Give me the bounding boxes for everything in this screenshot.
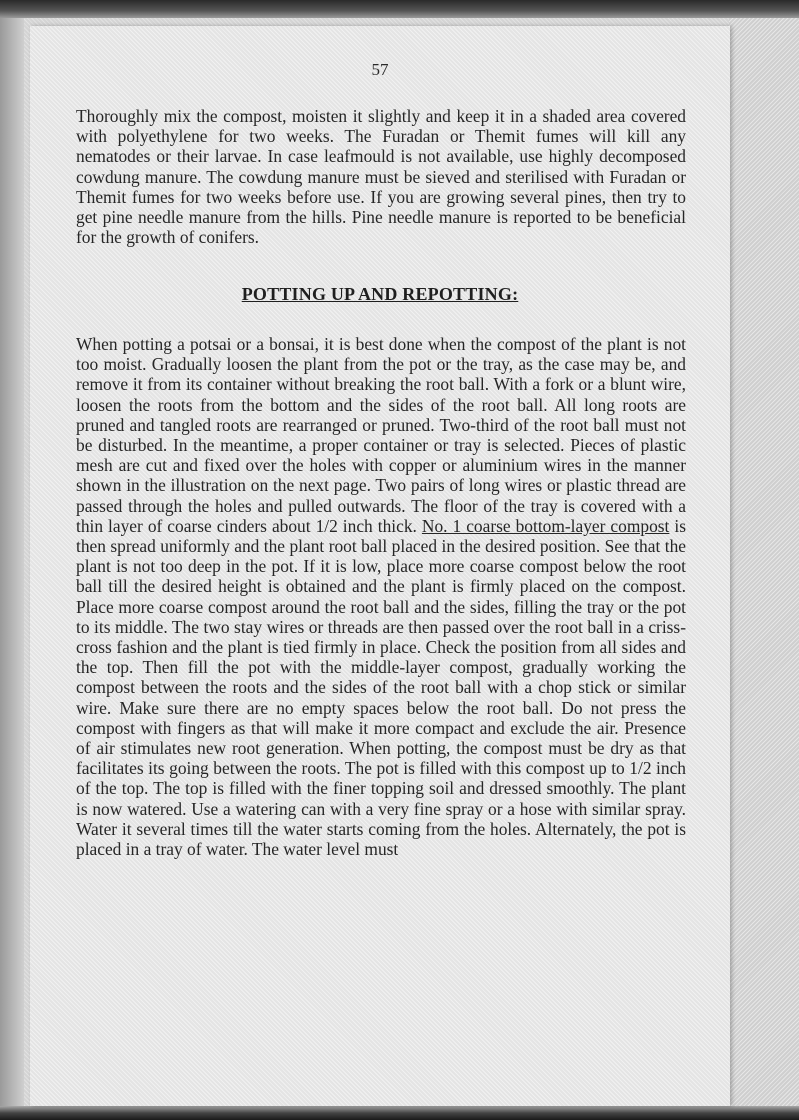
- left-scan-shadow: [0, 0, 24, 1120]
- book-page: [30, 26, 730, 1106]
- potting-text-part-2: is then spread uniformly and the plant root ball placed in the desired position. See that the plant is not too deep in the pot. If it is low, place more coarse compost below the root ball till the desired height is obtained and the plant is firmly placed on the compost. Place more coarse compost around the root ball and the sides, filling the tray or the pot to its middle. The two stay wires or threads are then passed over the root ball in a criss-cross fashion and the plant is tied firmly in place. Check the position from all sides and the top. Then fill the pot with the middle-layer compost, gradually working the compost between the roots and the sides of the root ball with a chop stick or similar wire. Make sure there are no empty spaces below the root ball. Do not press the compost with fingers as that will make it more compact and exclude the air. Presence of air stimulates new root generation. When potting, the compost must be dry as that facilitates its going between the roots. The pot is filled with this compost up to 1/2 inch of the top. The top is filled with the finer topping soil and dressed smoothly. The plant is now watered. Use a watering can with a very fine spray or a hose with similar spray. Water it several times till the water starts coming from the holes. Alternately, the pot is placed in a tray of water. The water level must: [76, 515, 686, 860]
- bottom-scan-shadow: [0, 1106, 799, 1120]
- section-heading: POTTING UP AND REPOTTING:: [241, 284, 519, 304]
- top-scan-shadow: [0, 0, 799, 18]
- adjacent-page-edge: [729, 0, 799, 1120]
- page-number: 57: [371, 60, 389, 79]
- compost-underlined-phrase: No. 1 coarse bottom-layer compost: [421, 515, 670, 536]
- potting-paragraph: [76, 334, 686, 859]
- intro-paragraph: Thoroughly mix the compost, moisten it slightly and keep it in a shaded area covered with polyethylene for two weeks. The Furadan or Themit fumes will kill any nematodes or their larvae. In case leafmould is not available, use highly decomposed cowdung manure. The cowdung manure must be sieved and sterilised with Furadan or Themit fumes for two weeks before use. If you are growing several pines, then try to get pine needle manure from the hills. Pine needle manure is reported to be beneficial for the growth of conifers.: [76, 106, 686, 248]
- potting-text-part-1: When potting a potsai or a bonsai, it is best done when the compost of the plant is not too moist. Gradually loosen the plant from the pot or the tray, as the case may be, and remove it from its container without breaking the root ball. With a fork or a blunt wire, loosen the roots from the bottom and the sides of the root ball. All long roots are pruned and tangled roots are rearranged or pruned. Two-third of the root ball must not be disturbed. In the meantime, a proper container or tray is selected. Pieces of plastic mesh are cut and fixed over the holes with copper or aluminium wires in the manner shown in the illustration on the next page. Two pairs of long wires or plastic thread are passed through the holes and pulled outwards. The floor of the tray is covered with a thin layer of coarse cinders about 1/2 inch thick.: [76, 334, 686, 536]
